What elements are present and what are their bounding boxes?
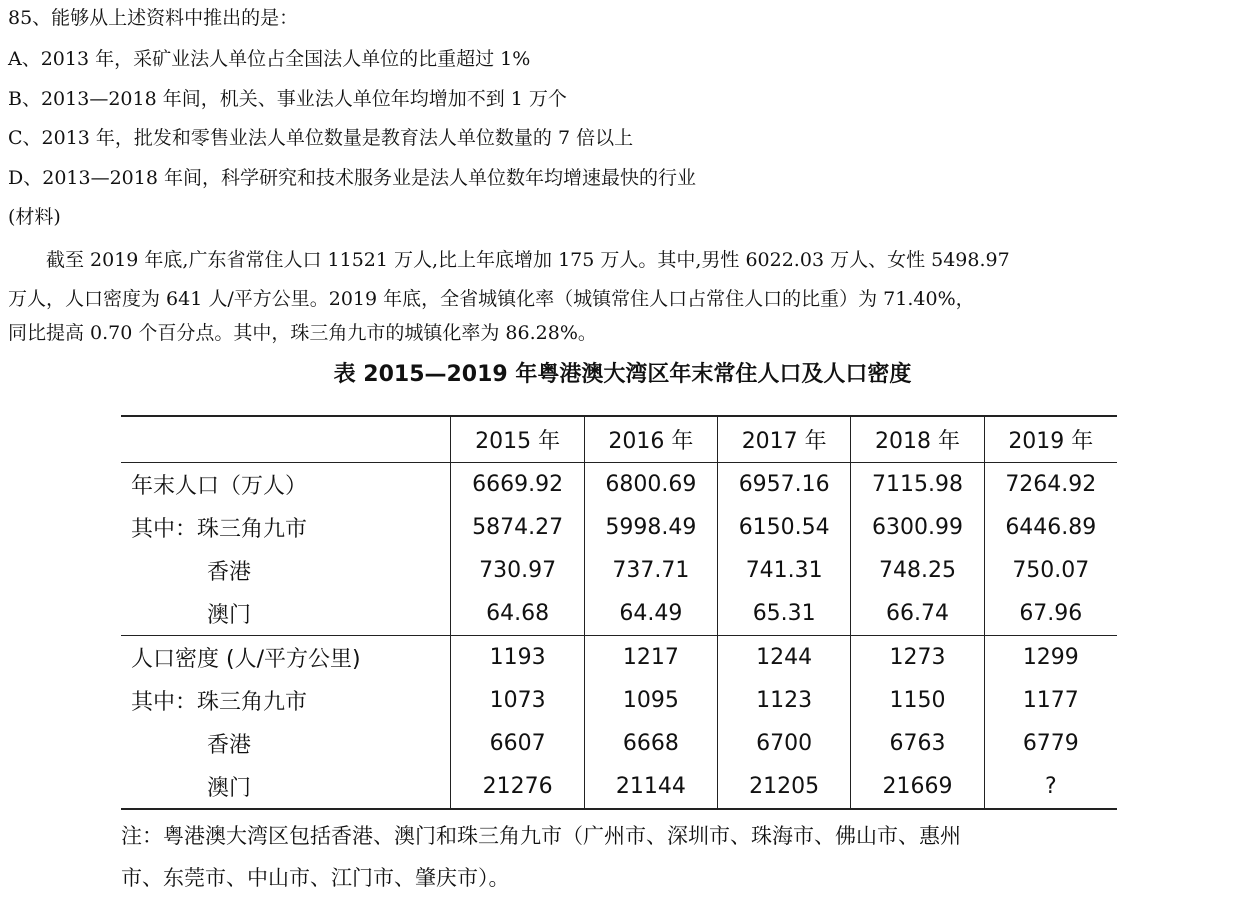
- cell-value: 1273: [851, 636, 984, 680]
- cell-value: 1244: [718, 636, 851, 680]
- cell-value: 6150.54: [718, 506, 851, 549]
- row-label: 其中：珠三角九市: [121, 506, 451, 549]
- cell-value: 7115.98: [851, 463, 984, 507]
- table-header-row: [121, 416, 1117, 463]
- header-year: 2017 年: [718, 416, 851, 463]
- note-line: 市、东莞市、中山市、江门市、肇庆市）。: [121, 866, 510, 890]
- cell-value: 6763: [851, 722, 984, 765]
- cell-value: 1299: [984, 636, 1117, 680]
- paragraph-line: 截至 2019 年底,广东省常住人口 11521 万人,比上年底增加 175 万人。其中,男性 6022.03 万人、女性 5498.97: [8, 249, 1010, 271]
- material-heading: (材料): [8, 206, 61, 228]
- table-row: [121, 549, 1117, 592]
- cell-value: 64.68: [451, 592, 584, 636]
- population-table: [121, 415, 1117, 810]
- cell-value: 748.25: [851, 549, 984, 592]
- cell-value: 6446.89: [1005, 515, 1097, 540]
- cell-value: 5998.49: [584, 506, 717, 549]
- row-label: 澳门: [121, 765, 451, 809]
- header-year: 2015 年: [451, 416, 584, 463]
- cell-value: 21205: [718, 765, 851, 809]
- table-row: [121, 722, 1117, 765]
- option-a[interactable]: A、2013 年，采矿业法人单位占全国法人单位的比重超过 1%: [8, 48, 531, 70]
- row-label: 人口密度 (人/平方公里): [121, 636, 451, 680]
- cell-value: 65.31: [718, 592, 851, 636]
- table-row: [121, 765, 1117, 809]
- cell-value: 730.97: [451, 549, 584, 592]
- row-label: 香港: [121, 722, 451, 765]
- cell-value: 21669: [851, 765, 984, 809]
- header-year: 2018 年: [851, 416, 984, 463]
- cell-value: 6669.92: [451, 463, 584, 507]
- table-title: 表 2015—2019 年粤港澳大湾区年末常住人口及人口密度: [333, 362, 912, 387]
- table-row: [121, 506, 1117, 549]
- table-row: [121, 592, 1117, 636]
- option-d[interactable]: D、2013—2018 年间，科学研究和技术服务业是法人单位数年均增速最快的行业: [8, 167, 696, 189]
- table-row: [121, 636, 1117, 680]
- row-label: 年末人口（万人）: [121, 463, 451, 507]
- cell-value: 1177: [1022, 688, 1079, 713]
- table-row: [121, 679, 1117, 722]
- cell-value: 1193: [451, 636, 584, 680]
- header-blank-cell: [121, 416, 451, 463]
- cell-value: 1150: [851, 679, 984, 722]
- table-note: [121, 815, 1131, 899]
- cell-value: 6607: [451, 722, 584, 765]
- cell-value: 21144: [584, 765, 717, 809]
- option-c[interactable]: C、2013 年，批发和零售业法人单位数量是教育法人单位数量的 7 倍以上: [8, 127, 634, 149]
- header-year: 2016 年: [584, 416, 717, 463]
- row-label: 香港: [121, 549, 451, 592]
- cell-value: 6957.16: [718, 463, 851, 507]
- cell-value: 737.71: [584, 549, 717, 592]
- header-year: 2019 年: [984, 416, 1117, 463]
- row-label: 其中：珠三角九市: [121, 679, 451, 722]
- cell-value: 741.31: [718, 549, 851, 592]
- cell-value: 64.49: [584, 592, 717, 636]
- cell-value: 1073: [451, 679, 584, 722]
- cell-value: 6700: [718, 722, 851, 765]
- note-line: 注：粤港澳大湾区包括香港、澳门和珠三角九市（广州市、深圳市、珠海市、佛山市、惠州: [121, 824, 961, 848]
- cell-value: 1217: [584, 636, 717, 680]
- cell-value: 750.07: [1012, 558, 1090, 583]
- cell-value: 21276: [451, 765, 584, 809]
- cell-value: 6779: [1022, 731, 1079, 756]
- paragraph-line: 同比提高 0.70 个百分点。其中，珠三角九市的城镇化率为 86.28%。: [8, 322, 597, 344]
- cell-value: 1095: [584, 679, 717, 722]
- cell-value: 6668: [584, 722, 717, 765]
- cell-value: 66.74: [851, 592, 984, 636]
- cell-value: 67.96: [1019, 601, 1083, 626]
- table-row: [121, 463, 1117, 507]
- cell-value: 6800.69: [584, 463, 717, 507]
- cell-value: 1123: [718, 679, 851, 722]
- cell-value: ?: [984, 765, 1117, 809]
- cell-value: 5874.27: [451, 506, 584, 549]
- question-stem: 85、能够从上述资料中推出的是：: [8, 7, 299, 29]
- cell-value: 6300.99: [851, 506, 984, 549]
- row-label: 澳门: [121, 592, 451, 636]
- paragraph-line: 万人，人口密度为 641 人/平方公里。2019 年底，全省城镇化率（城镇常住人口占常住人口的比重）为 71.40%，: [8, 288, 975, 310]
- cell-value: 7264.92: [1005, 472, 1097, 497]
- option-b[interactable]: B、2013—2018 年间，机关、事业法人单位年均增加不到 1 万个: [8, 88, 567, 110]
